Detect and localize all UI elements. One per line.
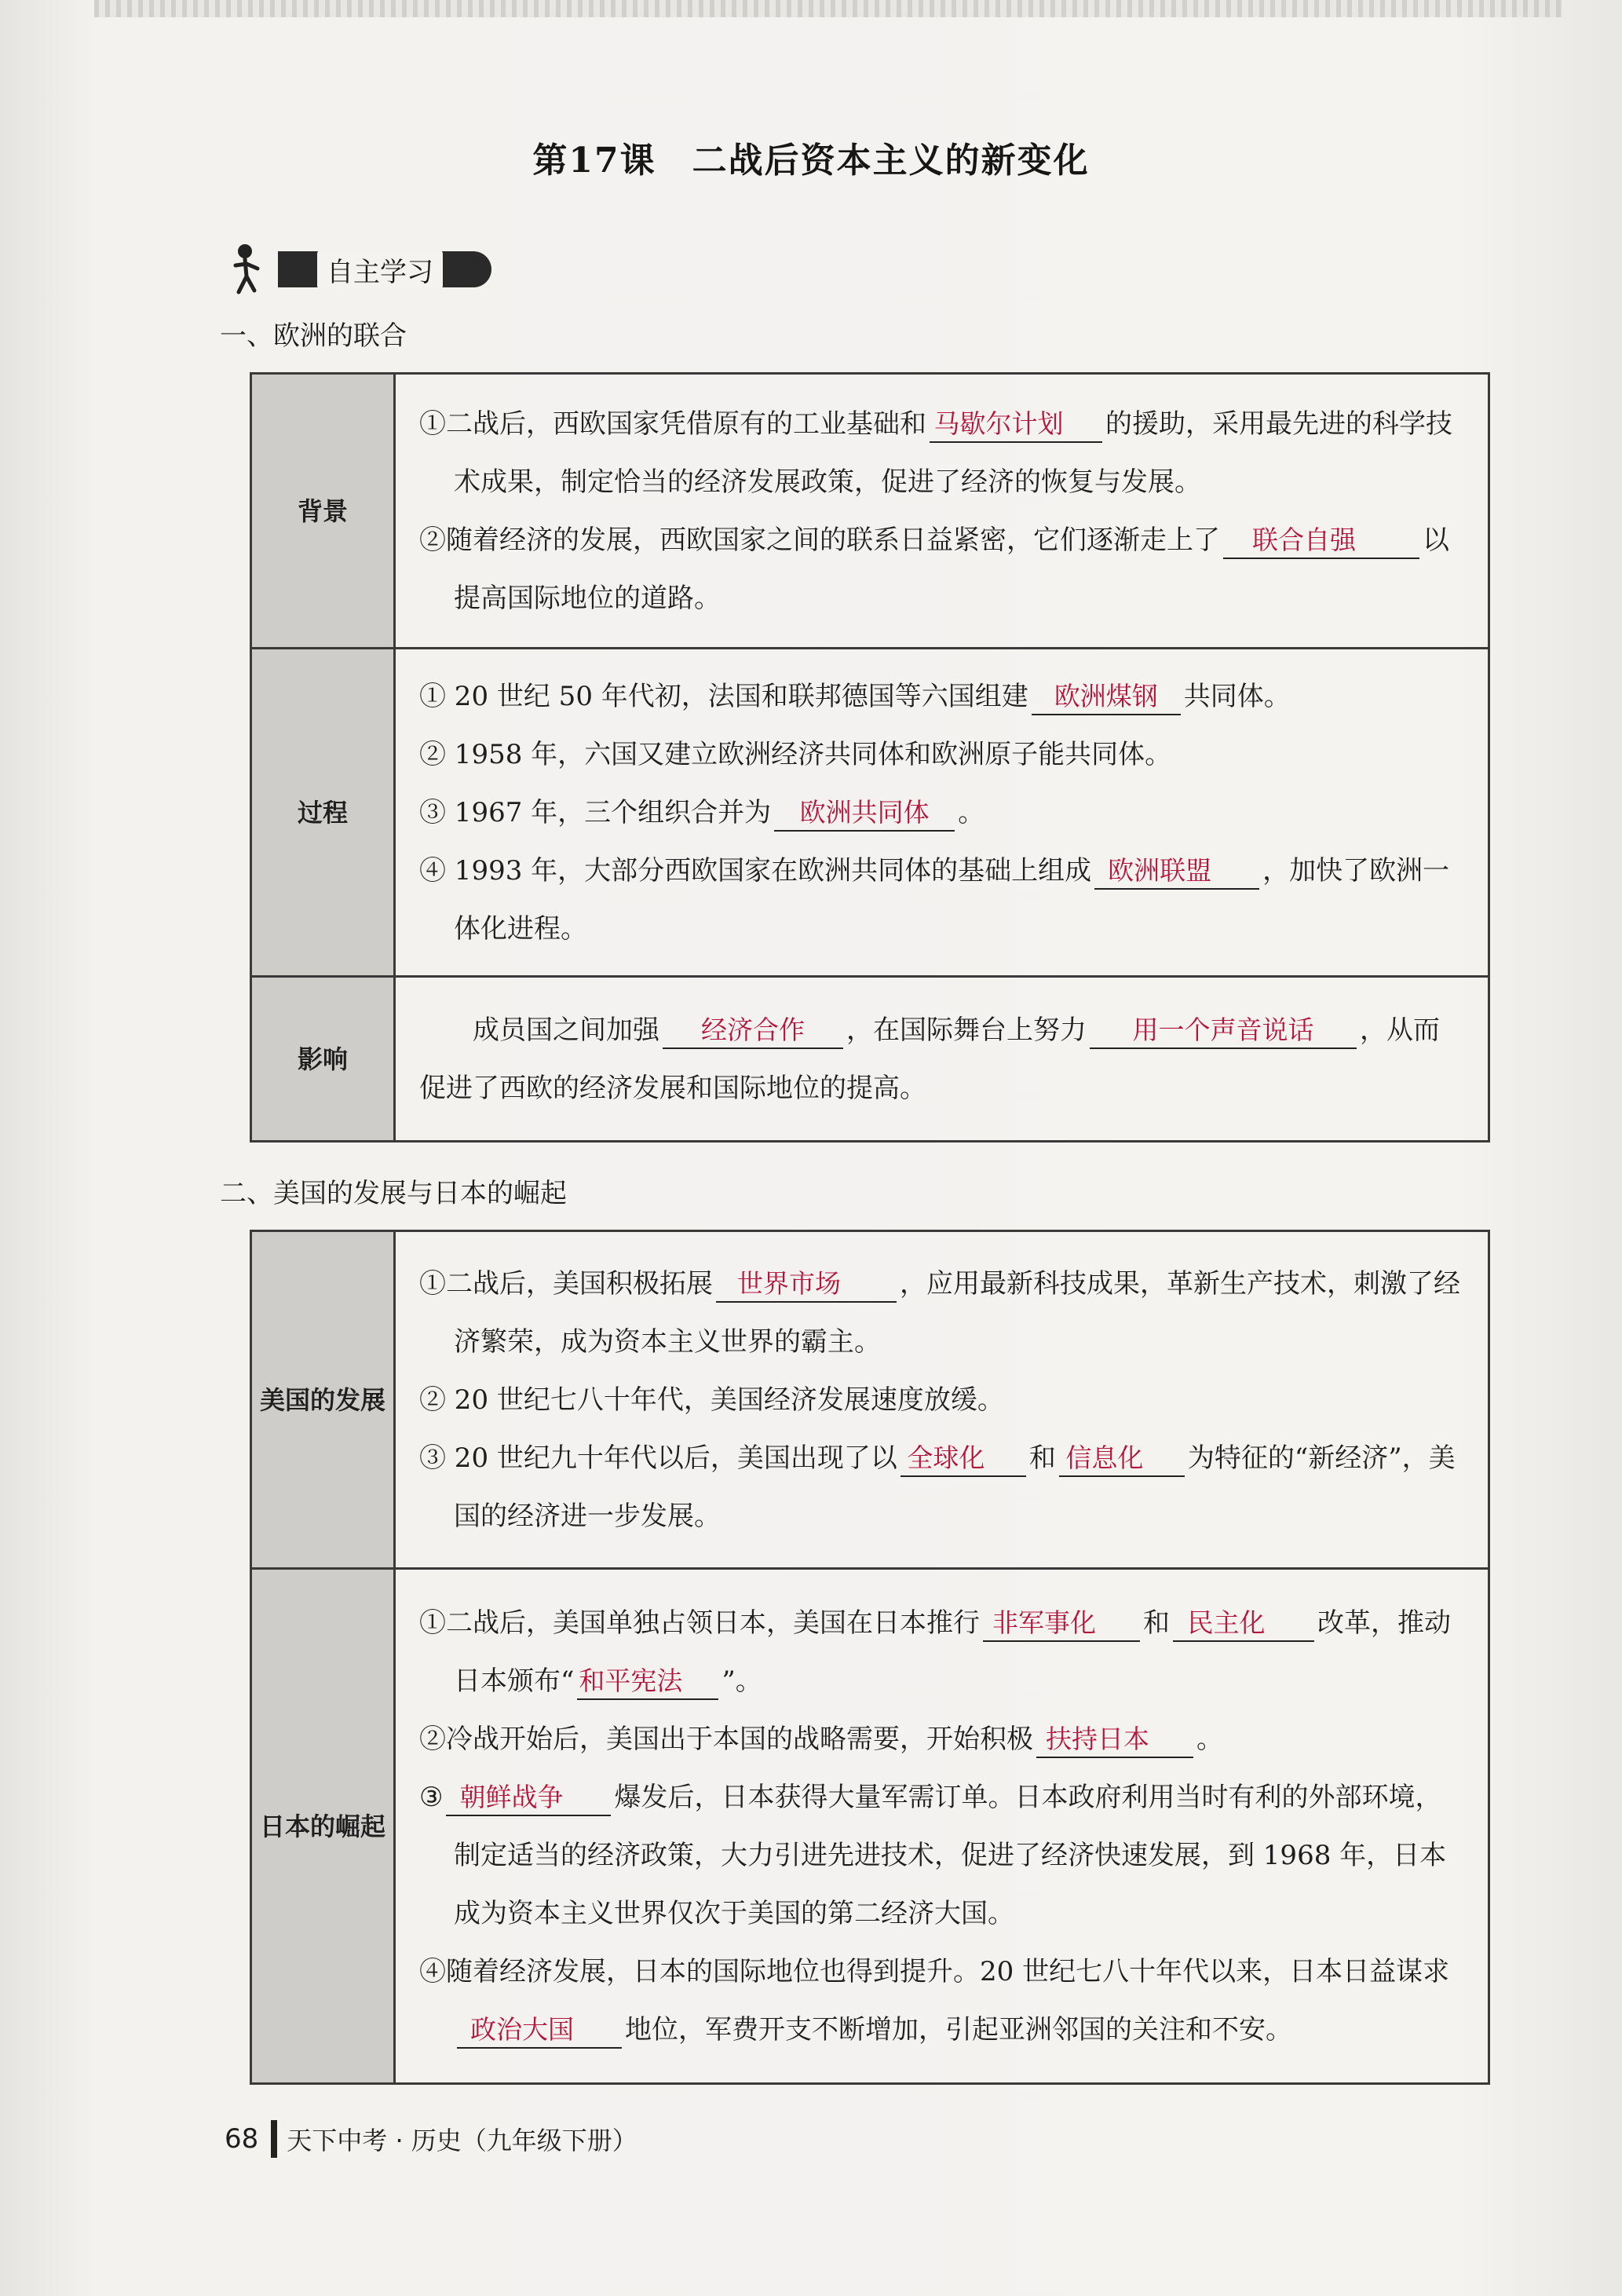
list-item: ③ 朝鲜战争 爆发后，日本获得大量军需订单。日本政府利用当时有利的外部环境，制定适当的经济政策，大力引进先进技术，促进了经济快速发展，到 1968 年，日本成为资本主义世界仅次于美国的第二经济大国。 — [419, 1781, 1447, 1929]
answer-blank: 联合自强 — [1223, 523, 1419, 559]
footer-divider — [271, 2120, 277, 2158]
list-item: ②冷战开始后，美国出于本国的战略需要，开始积极 扶持日本 。 — [419, 1710, 1464, 1768]
self-study-badge — [228, 248, 491, 291]
part2-heading: 二、美国的发展与日本的崛起 — [220, 1178, 567, 1209]
lesson-title: 第17课 二战后资本主义的新变化 — [532, 141, 1090, 181]
list-item: 成员国之间加强 经济合作 ，在国际舞台上努力 用一个声音说话 ，从而促进了西欧的经济发展和国际地位的提高。 — [419, 1014, 1440, 1104]
page-number: 68 — [225, 2123, 259, 2155]
answer-blank: 和平宪法 — [577, 1664, 718, 1700]
list-item: ③ 1967 年，三个组织合并为 欧洲共同体 。 — [419, 784, 1464, 842]
answer-blank: 全球化 — [901, 1441, 1026, 1477]
part1-heading: 一、欧洲的联合 — [220, 320, 407, 352]
table-row-background — [251, 374, 1489, 649]
row-content — [395, 977, 1489, 1142]
answer-blank: 马歇尔计划 — [930, 407, 1102, 443]
answer-blank: 朝鲜战争 — [446, 1780, 611, 1816]
book-title: 天下中考 · 历史（九年级下册） — [287, 2126, 637, 2155]
row-label: 背景 — [251, 374, 395, 649]
answer-blank: 民主化 — [1173, 1606, 1314, 1642]
row-content — [395, 374, 1489, 649]
page-top-edge — [94, 0, 1562, 17]
answer-blank: 政治大国 — [457, 2013, 622, 2049]
row-label: 美国的发展 — [251, 1231, 395, 1569]
answer-blank: 用一个声音说话 — [1090, 1013, 1357, 1049]
europe-union-table — [250, 372, 1490, 1143]
row-content — [395, 649, 1489, 977]
row-content — [395, 1569, 1489, 2084]
list-item: ①二战后，美国单独占领日本，美国在日本推行 非军事化 和 民主化 改革，推动日本颁布“ 和平宪法 ”。 — [419, 1594, 1464, 1710]
list-item: ①二战后，西欧国家凭借原有的工业基础和 马歇尔计划 的援助，采用最先进的科学技术成果，制定恰当的经济发展政策，促进了经济的恢复与发展。 — [419, 408, 1452, 498]
table-row-usa — [251, 1231, 1489, 1569]
page-footer — [225, 2120, 637, 2158]
usa-japan-table — [250, 1230, 1490, 2085]
list-item: ① 20 世纪 50 年代初，法国和联邦德国等六国组建 欧洲煤钢 共同体。 — [419, 667, 1464, 726]
list-item: ② 20 世纪七八十年代，美国经济发展速度放缓。 — [419, 1384, 1004, 1416]
row-content — [395, 1231, 1489, 1569]
row-label: 过程 — [251, 649, 395, 977]
answer-blank: 非军事化 — [983, 1606, 1140, 1642]
answer-blank: 世界市场 — [716, 1267, 897, 1303]
table-row-impact — [251, 977, 1489, 1142]
section-badge-pill — [278, 251, 491, 287]
row-label: 影响 — [251, 977, 395, 1142]
answer-blank: 欧洲共同体 — [774, 795, 955, 832]
section-badge-label: 自主学习 — [317, 250, 443, 289]
list-item: ①二战后，美国积极拓展 世界市场 ，应用最新科技成果，革新生产技术，刺激了经济繁荣，成为资本主义世界的霸主。 — [419, 1267, 1460, 1358]
answer-blank: 欧洲联盟 — [1094, 854, 1259, 890]
table-row-process — [251, 649, 1489, 977]
list-item: ④随着经济发展，日本的国际地位也得到提升。20 世纪七八十年代以来，日本日益谋求政治大国 地位，军费开支不断增加，引起亚洲邻国的关注和不安。 — [419, 1943, 1464, 2059]
list-item: ② 1958 年，六国又建立欧洲经济共同体和欧洲原子能共同体。 — [419, 738, 1172, 770]
running-person-icon — [228, 242, 275, 297]
answer-blank: 欧洲煤钢 — [1032, 679, 1181, 715]
answer-blank: 经济合作 — [663, 1013, 843, 1049]
answer-blank: 扶持日本 — [1036, 1722, 1193, 1758]
list-item: ③ 20 世纪九十年代以后，美国出现了以 全球化 和 信息化 为特征的“新经济”，美国的经济进一步发展。 — [419, 1442, 1456, 1532]
answer-blank: 信息化 — [1059, 1441, 1185, 1477]
list-item: ②随着经济的发展，西欧国家之间的联系日益紧密，它们逐渐走上了 联合自强 以提高国际地位的道路。 — [419, 524, 1449, 614]
list-item: ④ 1993 年，大部分西欧国家在欧洲共同体的基础上组成 欧洲联盟 ，加快了欧洲一体化进程。 — [419, 854, 1450, 945]
table-row-japan — [251, 1569, 1489, 2084]
row-label: 日本的崛起 — [251, 1569, 395, 2084]
